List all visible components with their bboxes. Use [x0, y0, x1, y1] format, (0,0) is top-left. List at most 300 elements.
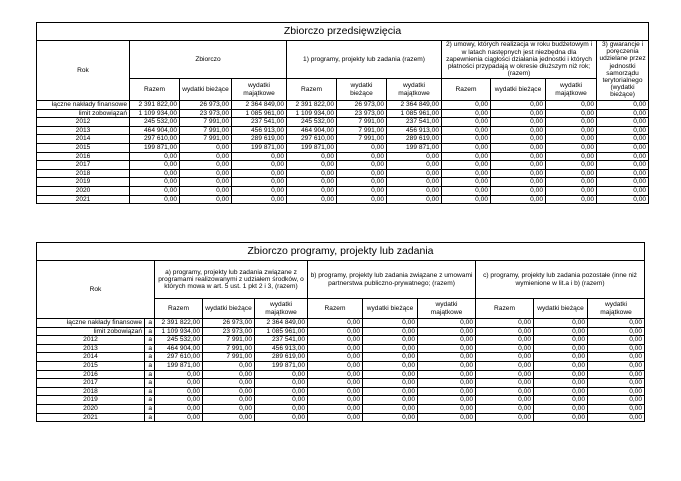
- table-cell: 0,00: [476, 353, 534, 362]
- table-cell: 0,00: [308, 379, 363, 388]
- table-cell: 0,00: [418, 327, 476, 336]
- table-cell: 0,00: [442, 152, 491, 161]
- table-cell: 0,00: [476, 387, 534, 396]
- row-label: 2017: [37, 161, 130, 170]
- table-row: [37, 353, 645, 362]
- table-cell: 0,00: [491, 126, 546, 135]
- table-cell: 237 541,00: [232, 118, 287, 127]
- row-marker: a: [145, 379, 155, 388]
- table-cell: 0,00: [476, 396, 534, 405]
- table-row: [37, 319, 645, 328]
- table-cell: 0,00: [363, 327, 418, 336]
- table-cell: 0,00: [287, 186, 337, 195]
- table-cell: 289 619,00: [387, 135, 442, 144]
- table-cell: 0,00: [363, 404, 418, 413]
- table-cell: 0,00: [546, 135, 597, 144]
- table-cell: 199 871,00: [287, 143, 337, 152]
- table-cell: 1 109 934,00: [287, 109, 337, 118]
- table-cell: 0,00: [534, 370, 588, 379]
- table-cell: 2 364 849,00: [387, 101, 442, 110]
- table-row: [37, 161, 649, 170]
- row-label: 2021: [37, 413, 145, 422]
- table-cell: 0,00: [363, 370, 418, 379]
- table-cell: 0,00: [363, 379, 418, 388]
- table-cell: 0,00: [130, 186, 180, 195]
- table-cell: 0,00: [597, 143, 649, 152]
- table-cell: 0,00: [418, 361, 476, 370]
- table-cell: 0,00: [588, 413, 645, 422]
- table-cell: 1 109 934,00: [155, 327, 203, 336]
- row-label: 2019: [37, 178, 130, 187]
- table-cell: 0,00: [597, 178, 649, 187]
- table-cell: 0,00: [588, 327, 645, 336]
- table-cell: 0,00: [180, 143, 232, 152]
- table-cell: 23 973,00: [180, 109, 232, 118]
- table-cell: 464 904,00: [287, 126, 337, 135]
- table-cell: 0,00: [308, 344, 363, 353]
- row-label: 2018: [37, 169, 130, 178]
- table-cell: 0,00: [476, 370, 534, 379]
- table-cell: 0,00: [476, 336, 534, 345]
- row-marker: a: [145, 413, 155, 422]
- row-label: 2019: [37, 396, 145, 405]
- table-cell: 7 991,00: [180, 126, 232, 135]
- table-cell: 0,00: [491, 152, 546, 161]
- table-cell: 0,00: [363, 344, 418, 353]
- table-cell: 245 532,00: [287, 118, 337, 127]
- table-cell: 26 973,00: [337, 101, 387, 110]
- table-cell: 0,00: [597, 161, 649, 170]
- table-cell: 464 904,00: [155, 344, 203, 353]
- sub-majatkowe: wydatki majątkowe: [588, 299, 645, 319]
- header-group-1: 1) programy, projekty lub zadania (razem): [287, 41, 442, 79]
- table-cell: 0,00: [232, 186, 287, 195]
- table-cell: 0,00: [534, 344, 588, 353]
- header-rok: Rok: [37, 41, 130, 101]
- sub-majatkowe: wydatki majątkowe: [255, 299, 308, 319]
- table-cell: 0,00: [180, 161, 232, 170]
- table-cell: 0,00: [387, 186, 442, 195]
- table-cell: 0,00: [155, 413, 203, 422]
- header-group-b: b) programy, projekty lub zadania związane z umowami partnerstwa publiczno-prywatnego; (razem): [308, 261, 476, 299]
- table-cell: 297 610,00: [155, 353, 203, 362]
- row-label: 2014: [37, 135, 130, 144]
- table-cell: 2 391 822,00: [130, 101, 180, 110]
- table-cell: 0,00: [442, 178, 491, 187]
- table-cell: 0,00: [180, 152, 232, 161]
- table-cell: 0,00: [546, 143, 597, 152]
- table-cell: 0,00: [546, 152, 597, 161]
- table-row: [37, 370, 645, 379]
- table-cell: 0,00: [203, 361, 255, 370]
- table-cell: 0,00: [308, 396, 363, 405]
- table-cell: 0,00: [588, 379, 645, 388]
- table-cell: 0,00: [363, 361, 418, 370]
- table-cell: 199 871,00: [232, 143, 287, 152]
- table-cell: 0,00: [203, 387, 255, 396]
- table-cell: 2 364 849,00: [232, 101, 287, 110]
- table-cell: 0,00: [546, 118, 597, 127]
- sub-biezace: wydatki bieżące: [180, 79, 232, 101]
- table-cell: 0,00: [363, 396, 418, 405]
- table-cell: 0,00: [442, 169, 491, 178]
- table-cell: 0,00: [491, 101, 546, 110]
- table-cell: 0,00: [442, 186, 491, 195]
- table-cell: 0,00: [130, 169, 180, 178]
- sub-razem: Razem: [130, 79, 180, 101]
- table-cell: 0,00: [337, 161, 387, 170]
- table-cell: 7 991,00: [180, 118, 232, 127]
- row-label: 2015: [37, 361, 145, 370]
- table-cell: 456 913,00: [255, 344, 308, 353]
- table-row: [37, 118, 649, 127]
- table-cell: 0,00: [588, 361, 645, 370]
- table-row: [37, 135, 649, 144]
- table-cell: 464 904,00: [130, 126, 180, 135]
- table-cell: 0,00: [476, 379, 534, 388]
- table-cell: 0,00: [588, 404, 645, 413]
- table-cell: 0,00: [418, 404, 476, 413]
- table-cell: 0,00: [337, 178, 387, 187]
- table-cell: 2 391 822,00: [287, 101, 337, 110]
- table-cell: 0,00: [597, 101, 649, 110]
- table-cell: 0,00: [363, 413, 418, 422]
- row-label: 2017: [37, 379, 145, 388]
- table-cell: 0,00: [534, 327, 588, 336]
- table-cell: 0,00: [130, 195, 180, 204]
- table-cell: 0,00: [534, 379, 588, 388]
- table-cell: 0,00: [597, 169, 649, 178]
- row-label: 2012: [37, 336, 145, 345]
- table-row: [37, 186, 649, 195]
- table-cell: 7 991,00: [337, 126, 387, 135]
- sub-biezace: wydatki bieżące: [203, 299, 255, 319]
- table-cell: 0,00: [203, 396, 255, 405]
- table-cell: 0,00: [387, 169, 442, 178]
- row-marker: a: [145, 344, 155, 353]
- table-row: [37, 396, 645, 405]
- table-cell: 0,00: [476, 327, 534, 336]
- table-cell: 0,00: [546, 186, 597, 195]
- sub-razem: Razem: [287, 79, 337, 101]
- table-cell: 0,00: [491, 161, 546, 170]
- table-cell: 0,00: [442, 101, 491, 110]
- table-cell: 289 619,00: [232, 135, 287, 144]
- row-marker: a: [145, 361, 155, 370]
- table-cell: 0,00: [232, 152, 287, 161]
- table-row: [37, 101, 649, 110]
- table-row: [37, 379, 645, 388]
- table-cell: 0,00: [180, 169, 232, 178]
- table-cell: 0,00: [180, 186, 232, 195]
- table-row: [37, 178, 649, 187]
- sub-biezace: wydatki bieżące: [491, 79, 546, 101]
- row-label: łączne nakłady finansowe: [37, 319, 145, 328]
- table-cell: 2 391 822,00: [155, 319, 203, 328]
- table-cell: 1 085 961,00: [387, 109, 442, 118]
- table-cell: 0,00: [534, 387, 588, 396]
- table-cell: 0,00: [588, 353, 645, 362]
- row-label: 2013: [37, 126, 130, 135]
- table-cell: 199 871,00: [155, 361, 203, 370]
- table-cell: 0,00: [476, 319, 534, 328]
- table-title: Zbiorczo przedsięwzięcia: [37, 23, 649, 41]
- table-cell: 199 871,00: [130, 143, 180, 152]
- table-cell: 0,00: [588, 370, 645, 379]
- table-row: [37, 361, 645, 370]
- table-cell: 0,00: [337, 169, 387, 178]
- table-cell: 0,00: [308, 370, 363, 379]
- table-cell: 7 991,00: [203, 344, 255, 353]
- table-cell: 0,00: [534, 336, 588, 345]
- table-cell: 0,00: [308, 336, 363, 345]
- table-cell: 1 109 934,00: [130, 109, 180, 118]
- row-marker: a: [145, 370, 155, 379]
- table-cell: 0,00: [255, 413, 308, 422]
- table-cell: 0,00: [308, 353, 363, 362]
- table-cell: 2 364 849,00: [255, 319, 308, 328]
- row-label: 2020: [37, 186, 130, 195]
- row-label: 2012: [37, 118, 130, 127]
- table-cell: 0,00: [287, 152, 337, 161]
- table-cell: 297 610,00: [130, 135, 180, 144]
- table-row: [37, 152, 649, 161]
- table-cell: 0,00: [546, 169, 597, 178]
- table-cell: 245 532,00: [155, 336, 203, 345]
- table-row: [37, 404, 645, 413]
- table-cell: 0,00: [255, 379, 308, 388]
- table-cell: 0,00: [363, 387, 418, 396]
- table-cell: 0,00: [418, 353, 476, 362]
- table-cell: 23 973,00: [337, 109, 387, 118]
- table-cell: 0,00: [588, 336, 645, 345]
- sub-biezace: wydatki bieżące: [363, 299, 418, 319]
- table-cell: 0,00: [546, 126, 597, 135]
- table-cell: 7 991,00: [203, 336, 255, 345]
- table-cell: 0,00: [491, 169, 546, 178]
- table-cell: 0,00: [491, 135, 546, 144]
- table-cell: 0,00: [418, 336, 476, 345]
- table-cell: 237 541,00: [255, 336, 308, 345]
- table-cell: 23 973,00: [203, 327, 255, 336]
- table-cell: 456 913,00: [387, 126, 442, 135]
- table-cell: 0,00: [491, 178, 546, 187]
- table-cell: 0,00: [287, 195, 337, 204]
- row-label: łączne nakłady finansowe: [37, 101, 130, 110]
- table-cell: 0,00: [442, 195, 491, 204]
- row-marker: a: [145, 353, 155, 362]
- table-row: [37, 143, 649, 152]
- table-row: [37, 413, 645, 422]
- row-label: 2016: [37, 370, 145, 379]
- table-cell: 199 871,00: [387, 143, 442, 152]
- table-cell: 0,00: [588, 396, 645, 405]
- table-cell: 0,00: [308, 387, 363, 396]
- table-cell: 0,00: [418, 387, 476, 396]
- table-cell: 0,00: [203, 370, 255, 379]
- table-cell: 0,00: [546, 101, 597, 110]
- table-cell: 0,00: [418, 319, 476, 328]
- table-cell: 0,00: [546, 109, 597, 118]
- table-cell: 0,00: [534, 353, 588, 362]
- table-cell: 0,00: [255, 370, 308, 379]
- row-label: 2020: [37, 404, 145, 413]
- table-row: [37, 387, 645, 396]
- header-group-3: 3) gwarancje i poręczenia udzielane przez jednostki samorządu terytorialnego (wydatki bieżące): [597, 41, 649, 101]
- table-cell: 0,00: [491, 118, 546, 127]
- table-cell: 0,00: [337, 186, 387, 195]
- table-cell: 0,00: [476, 361, 534, 370]
- table-row: [37, 126, 649, 135]
- table-cell: 26 973,00: [180, 101, 232, 110]
- table-cell: 0,00: [442, 109, 491, 118]
- table-cell: 0,00: [597, 118, 649, 127]
- row-marker: a: [145, 327, 155, 336]
- row-label: limit zobowiązań: [37, 109, 130, 118]
- table-cell: 0,00: [203, 404, 255, 413]
- table-cell: 0,00: [534, 396, 588, 405]
- table-cell: 0,00: [387, 161, 442, 170]
- table-cell: 7 991,00: [337, 135, 387, 144]
- table-cell: 0,00: [287, 161, 337, 170]
- table-cell: 0,00: [203, 413, 255, 422]
- table-cell: 0,00: [337, 143, 387, 152]
- table-cell: 0,00: [387, 178, 442, 187]
- table-cell: 0,00: [442, 161, 491, 170]
- table-row: [37, 109, 649, 118]
- table-cell: 0,00: [232, 161, 287, 170]
- row-label: 2021: [37, 195, 130, 204]
- table-cell: 0,00: [255, 396, 308, 405]
- table-cell: 0,00: [180, 195, 232, 204]
- sub-biezace: wydatki bieżące: [337, 79, 387, 101]
- table-cell: 0,00: [308, 404, 363, 413]
- header-group-a: a) programy, projekty lub zadania związane z programami realizowanymi z udziałem środków, o których mowa w art. 5 ust. 1 pkt 2 i 3, (razem): [155, 261, 308, 299]
- sub-majatkowe: wydatki majątkowe: [418, 299, 476, 319]
- sub-razem: Razem: [442, 79, 491, 101]
- table-cell: 0,00: [363, 353, 418, 362]
- table-cell: 0,00: [418, 396, 476, 405]
- table-cell: 0,00: [442, 143, 491, 152]
- row-label: 2016: [37, 152, 130, 161]
- table-cell: 0,00: [287, 169, 337, 178]
- table-cell: 7 991,00: [203, 353, 255, 362]
- table-cell: 0,00: [337, 195, 387, 204]
- table-row: [37, 169, 649, 178]
- table-cell: 237 541,00: [387, 118, 442, 127]
- table-cell: 0,00: [203, 379, 255, 388]
- table-cell: 7 991,00: [180, 135, 232, 144]
- header-group-2: 2) umowy, których realizacja w roku budżetowym i w latach następnych jest niezbędna dla zapewnienia ciągłości działania jednostki i których płatności przypadają w okresie dłuższym niż rok; (razem): [442, 41, 597, 79]
- table-cell: 0,00: [534, 319, 588, 328]
- table-cell: 0,00: [308, 413, 363, 422]
- table-row: [37, 195, 649, 204]
- table-cell: 0,00: [597, 126, 649, 135]
- table-cell: 0,00: [597, 152, 649, 161]
- table-cell: 0,00: [155, 404, 203, 413]
- table-cell: 0,00: [546, 161, 597, 170]
- table-cell: 0,00: [491, 195, 546, 204]
- table-cell: 0,00: [418, 379, 476, 388]
- table-cell: 0,00: [597, 186, 649, 195]
- table-cell: 0,00: [546, 178, 597, 187]
- table-cell: 0,00: [476, 404, 534, 413]
- table-cell: 245 532,00: [130, 118, 180, 127]
- table-cell: 0,00: [442, 135, 491, 144]
- sub-majatkowe: wydatki majątkowe: [232, 79, 287, 101]
- table-row: [37, 327, 645, 336]
- table-cell: 0,00: [588, 344, 645, 353]
- row-label: 2014: [37, 353, 145, 362]
- table-cell: 0,00: [418, 413, 476, 422]
- row-label: limit zobowiązań: [37, 327, 145, 336]
- table-cell: 0,00: [363, 336, 418, 345]
- sub-razem: Razem: [476, 299, 534, 319]
- table-cell: 0,00: [534, 361, 588, 370]
- table-cell: 0,00: [308, 327, 363, 336]
- table-cell: 0,00: [232, 169, 287, 178]
- table-cell: 0,00: [491, 143, 546, 152]
- table-cell: 26 973,00: [203, 319, 255, 328]
- table-cell: 0,00: [476, 413, 534, 422]
- table-cell: 0,00: [387, 195, 442, 204]
- table-cell: 0,00: [418, 344, 476, 353]
- table-cell: 0,00: [597, 135, 649, 144]
- table-row: [37, 336, 645, 345]
- sub-razem: Razem: [308, 299, 363, 319]
- sub-razem: Razem: [155, 299, 203, 319]
- table-cell: 0,00: [287, 178, 337, 187]
- table-cell: 0,00: [337, 152, 387, 161]
- row-marker: a: [145, 336, 155, 345]
- table-row: [37, 344, 645, 353]
- table-cell: 0,00: [442, 126, 491, 135]
- table-cell: 0,00: [155, 387, 203, 396]
- table-cell: 0,00: [255, 387, 308, 396]
- table-cell: 0,00: [546, 195, 597, 204]
- table-cell: 0,00: [232, 195, 287, 204]
- table-cell: 0,00: [387, 152, 442, 161]
- table-cell: 7 991,00: [337, 118, 387, 127]
- table-cell: 0,00: [180, 178, 232, 187]
- table-cell: 0,00: [442, 118, 491, 127]
- table-cell: 1 085 961,00: [232, 109, 287, 118]
- header-rok: Rok: [37, 261, 155, 319]
- table-cell: 289 619,00: [255, 353, 308, 362]
- sub-biezace: wydatki bieżące: [534, 299, 588, 319]
- table-cell: 0,00: [130, 178, 180, 187]
- table-cell: 0,00: [308, 319, 363, 328]
- table-cell: 0,00: [491, 186, 546, 195]
- sub-majatkowe: wydatki majątkowe: [546, 79, 597, 101]
- table-cell: 456 913,00: [232, 126, 287, 135]
- row-label: 2013: [37, 344, 145, 353]
- table-cell: 0,00: [418, 370, 476, 379]
- table-cell: 0,00: [155, 370, 203, 379]
- row-marker: a: [145, 319, 155, 328]
- table-cell: 0,00: [597, 195, 649, 204]
- table-cell: 0,00: [155, 379, 203, 388]
- summary-projects-table: [36, 22, 649, 204]
- table-cell: 0,00: [130, 152, 180, 161]
- table-title: Zbiorczo programy, projekty lub zadania: [37, 243, 645, 261]
- header-zbiorczo: Zbiorczo: [130, 41, 287, 79]
- table-cell: 0,00: [597, 109, 649, 118]
- row-label: 2015: [37, 143, 130, 152]
- table-cell: 0,00: [588, 387, 645, 396]
- table-cell: 0,00: [308, 361, 363, 370]
- table-cell: 199 871,00: [255, 361, 308, 370]
